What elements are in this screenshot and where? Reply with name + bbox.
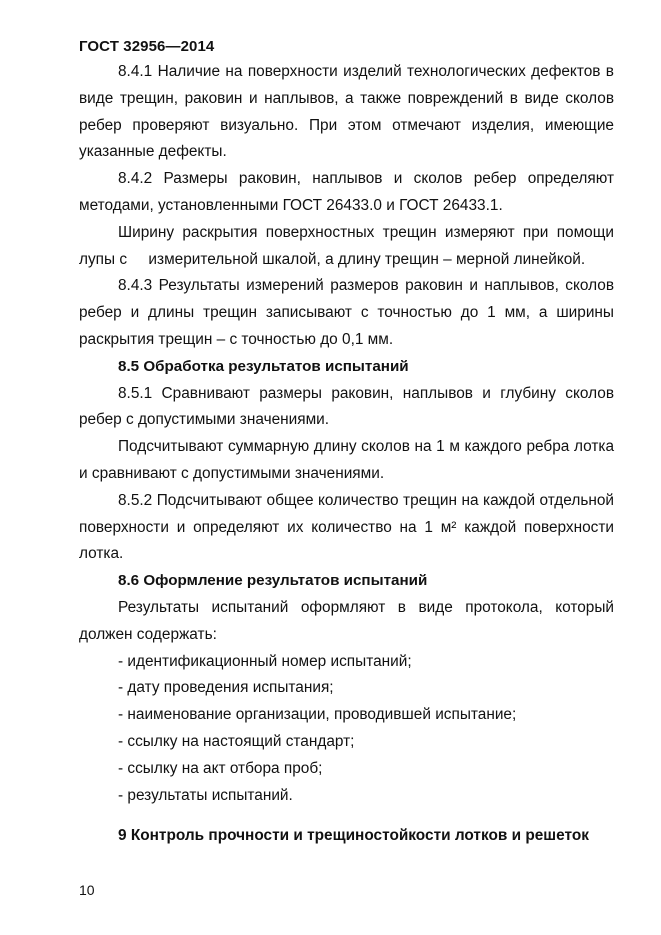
list-item: - результаты испытаний. bbox=[118, 786, 293, 804]
heading-8-5: 8.5 Обработка результатов испытаний bbox=[118, 357, 409, 375]
heading-8-6: 8.6 Оформление результатов испытаний bbox=[118, 572, 428, 590]
paragraph-8-5-1: 8.5.1 Сравнивают размеры раковин, наплывов и глубину сколов ребер с допустимыми значениями. bbox=[79, 384, 614, 429]
list-item: - наименование организации, проводившей испытание; bbox=[118, 706, 517, 724]
list-item: - идентификационный номер испытаний; bbox=[118, 652, 412, 670]
list-item: - дату проведения испытания; bbox=[118, 679, 334, 697]
paragraph-8-4-1: 8.4.1 Наличие на поверхности изделий технологических дефектов в виде трещин, раковин и наплывов, а также повреждений в виде сколов ребер проверяют визуально. При этом отмечают изделия, имеющие указанные дефекты. bbox=[79, 63, 614, 161]
section-gap bbox=[79, 809, 614, 823]
list-item: - ссылку на акт отбора проб; bbox=[118, 759, 323, 777]
document-header: ГОСТ 32956—2014 bbox=[79, 38, 215, 55]
heading-9: 9 Контроль прочности и трещиностойкости лотков и решеток bbox=[118, 827, 589, 845]
paragraph-results: Результаты испытаний оформляют в виде протокола, который должен содержать: bbox=[79, 598, 614, 643]
document-body bbox=[79, 59, 619, 850]
paragraph-crack-width: Ширину раскрытия поверхностных трещин измеряют при помощи лупы с измерительной шкалой, а длину трещин – мерной линейкой. bbox=[79, 223, 619, 268]
list-item: - ссылку на настоящий стандарт; bbox=[118, 732, 355, 750]
page-number: 10 bbox=[79, 882, 95, 898]
paragraph-8-4-3: 8.4.3 Результаты измерений размеров раковин и наплывов, сколов ребер и длины трещин записывают с точностью до 1 мм, а ширины раскрытия трещин – с точностью до 0,1 мм. bbox=[79, 277, 614, 348]
paragraph-8-5-2: 8.5.2 Подсчитывают общее количество трещин на каждой отдельной поверхности и определяют их количество на 1 м² каждой поверхности лотка. bbox=[79, 491, 614, 563]
paragraph-chip-sum: Подсчитывают суммарную длину сколов на 1 м каждого ребра лотка и сравнивают с допустимыми значениями. bbox=[79, 438, 614, 482]
paragraph-8-4-2: 8.4.2 Размеры раковин, наплывов и сколов ребер определяют методами, установленными ГОСТ 26433.0 и ГОСТ 26433.1. bbox=[79, 170, 614, 214]
